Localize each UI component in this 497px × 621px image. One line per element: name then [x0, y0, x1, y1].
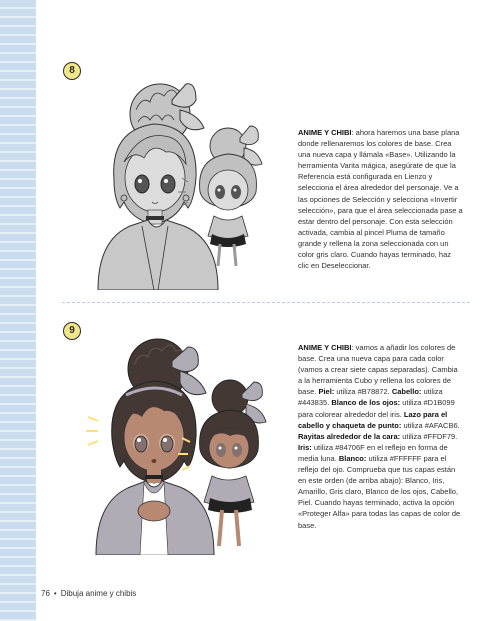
step-9-heading: ANIME Y CHIBI	[298, 343, 352, 352]
step-8-number: 8	[69, 65, 75, 76]
step-8-heading: ANIME Y CHIBI	[298, 128, 352, 137]
step-9-text	[298, 342, 463, 531]
step-8-body: : ahora haremos una base plana donde rellenaremos los colores de base. Crea una nueva capa y llámala «Base». Utilizando la herramienta Varita mágica, asegúrate de que la Referencia está configurada en Lienzo y selecciona el área alrededor del personaje. Ve a las opciones de Selección y selecciona «Invertir selección», para que el área seleccionada pase a estar dentro del personaje. Con esta selección activada, cambia al pincel Pluma de tamaño grande y rellena la zona seleccionada con un color gris claro. Cuando hayas terminado, haz clic en Deseleccionar.	[298, 128, 463, 271]
step-9-text-part: utiliza #D1B099 para colorear alrededor del iris.	[298, 398, 455, 419]
page-number: 76	[41, 589, 50, 598]
step-9-text-part: utiliza #FFDF79.	[400, 431, 458, 441]
step-9-text-part: utiliza #84706F en el reflejo en forma de media luna.	[298, 442, 448, 463]
step-9-number: 9	[69, 325, 75, 336]
step-8-text	[298, 127, 463, 271]
chibi-girl-flat-gray	[178, 120, 288, 270]
page-footer	[41, 589, 136, 598]
chibi-girl-base-colors	[178, 372, 288, 552]
step-9-text-part: utiliza #FFFFFF para el reflejo del ojo. Comprueba que tus capas están en este orden (de arriba abajo): Blanco, Iris, Amarillo, Gris claro, Blanco de los ojos, Cabello, Piel. Cuando hayas terminado, activa la opción «Proteger Alfa» para todas las capas de color de base.	[298, 453, 461, 530]
label-lazo: Lazo para el cabello y chaqueta de punto:	[298, 409, 448, 430]
label-rayitas: Rayitas alrededor de la cara:	[298, 431, 401, 441]
section-divider	[62, 302, 470, 303]
label-blanco: Blanco:	[338, 453, 367, 463]
step-9-text-part: utiliza #AFACB6.	[401, 420, 460, 430]
step-9-text-part: : vamos a añadir los colores de base. Crea una nueva capa para cada color (vamos a crear siete capas separadas). Cambia a la herramienta Cubo y rellena los colores de base.	[298, 343, 458, 397]
label-blanco-ojos: Blanco de los ojos:	[331, 398, 401, 408]
step-9-text-part: utiliza #443835.	[298, 387, 443, 408]
label-iris: Iris:	[298, 442, 312, 452]
label-piel: Piel:	[318, 387, 335, 397]
book-title: Dibuja anime y chibis	[60, 589, 137, 598]
label-cabello: Cabello:	[391, 387, 422, 397]
step-9-text-part: utiliza #B78872.	[334, 387, 392, 397]
left-margin-stripe	[0, 0, 36, 621]
footer-separator: •	[53, 589, 57, 598]
